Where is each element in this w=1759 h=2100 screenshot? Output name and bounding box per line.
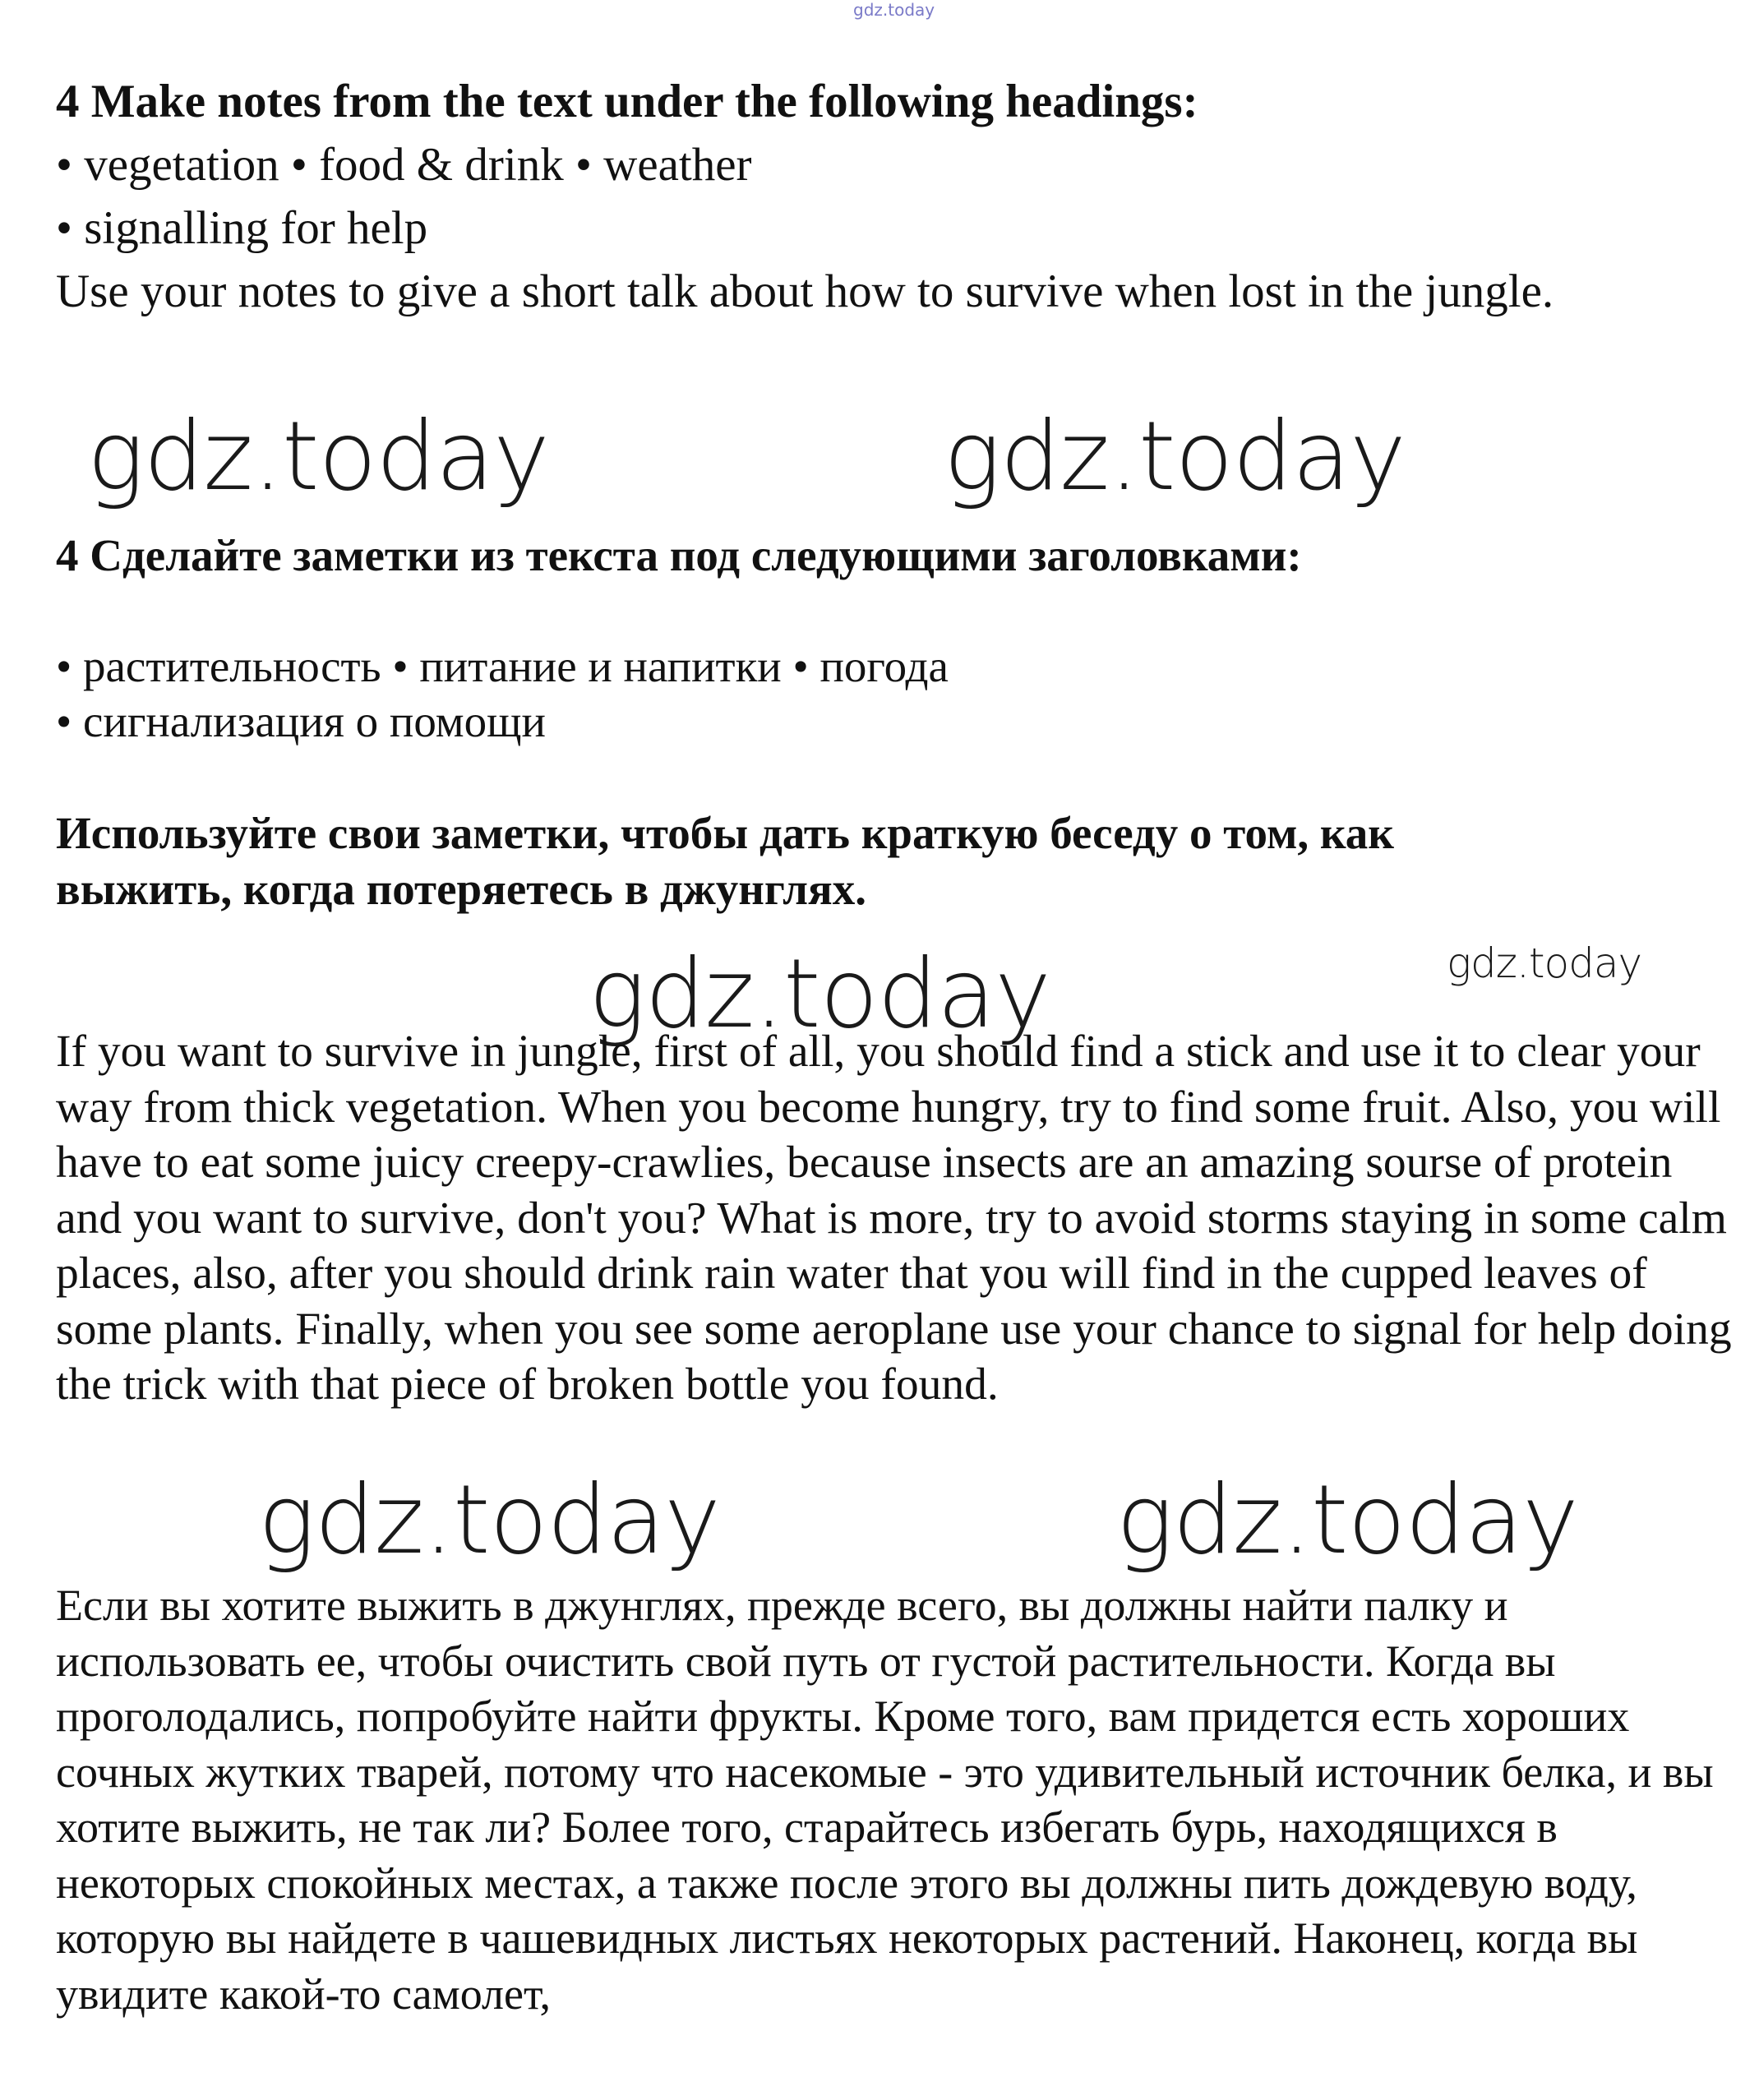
task-heading-ru: 4 Сделайте заметки из текста под следующими заголовками:	[56, 530, 1302, 580]
watermark-logo: gdz.today	[258, 1465, 720, 1576]
task-bullets-ru-2: • сигнализация о помощи	[56, 696, 546, 746]
task-bullets-en-2: • signalling for help	[56, 202, 428, 254]
watermark-logo: gdz.today	[1116, 1465, 1578, 1576]
answer-text-en: If you want to survive in jungle, first of all, you should find a stick and use it to clear your way from thick vegetation. When you become hungry, try to find some fruit. Also, you will have to eat some juicy creepy-crawlies, because insects are an amazing sourse of protein and you want to survive, don't you? What is more, try to avoid storms staying in some calm places, also, after you should drink rain water that you will find in the cupped leaves of some plants. Finally, when you see some aeroplane use your chance to signal for help doing the trick with that piece of broken bottle you found.	[56, 1027, 1732, 1410]
task-heading-en: 4 Make notes from the text under the following headings:	[56, 76, 1198, 127]
task-instruction-ru-1: Используйте свои заметки, чтобы дать краткую беседу о том, как	[56, 808, 1394, 858]
watermark-logo: gdz.today	[944, 401, 1406, 512]
watermark-logo-small: gdz.today	[1447, 939, 1642, 987]
task-bullets-en-1: • vegetation • food & drink • weather	[56, 139, 752, 191]
watermark-logo: gdz.today	[589, 939, 1050, 1050]
task-instruction-ru-2: выжить, когда потеряетесь в джунглях.	[56, 864, 866, 914]
task-instruction-en: Use your notes to give a short talk about how to survive when lost in the jungle.	[56, 265, 1554, 317]
task-bullets-ru-1: • растительность • питание и напитки • погода	[56, 641, 949, 691]
watermark-logo: gdz.today	[87, 401, 549, 512]
top-watermark: gdz.today	[853, 0, 935, 20]
answer-text-ru: Если вы хотите выжить в джунглях, прежде всего, вы должны найти палку и использовать ее, чтобы очистить свой путь от густой растительности. Когда вы проголодались, попробуйте найти фрукты. Кроме того, вам придется есть хороших сочных жутких тварей, потому что насекомые - это удивительный источник белка, и вы хотите выжить, не так ли? Более того, старайтесь избегать бурь, находящихся в некоторых спокойных местах, а также после этого вы должны пить дождевую воду, которую вы найдете в чашевидных листьях некоторых растений. Наконец, когда вы увидите какой-то самолет,	[56, 1581, 1714, 2019]
